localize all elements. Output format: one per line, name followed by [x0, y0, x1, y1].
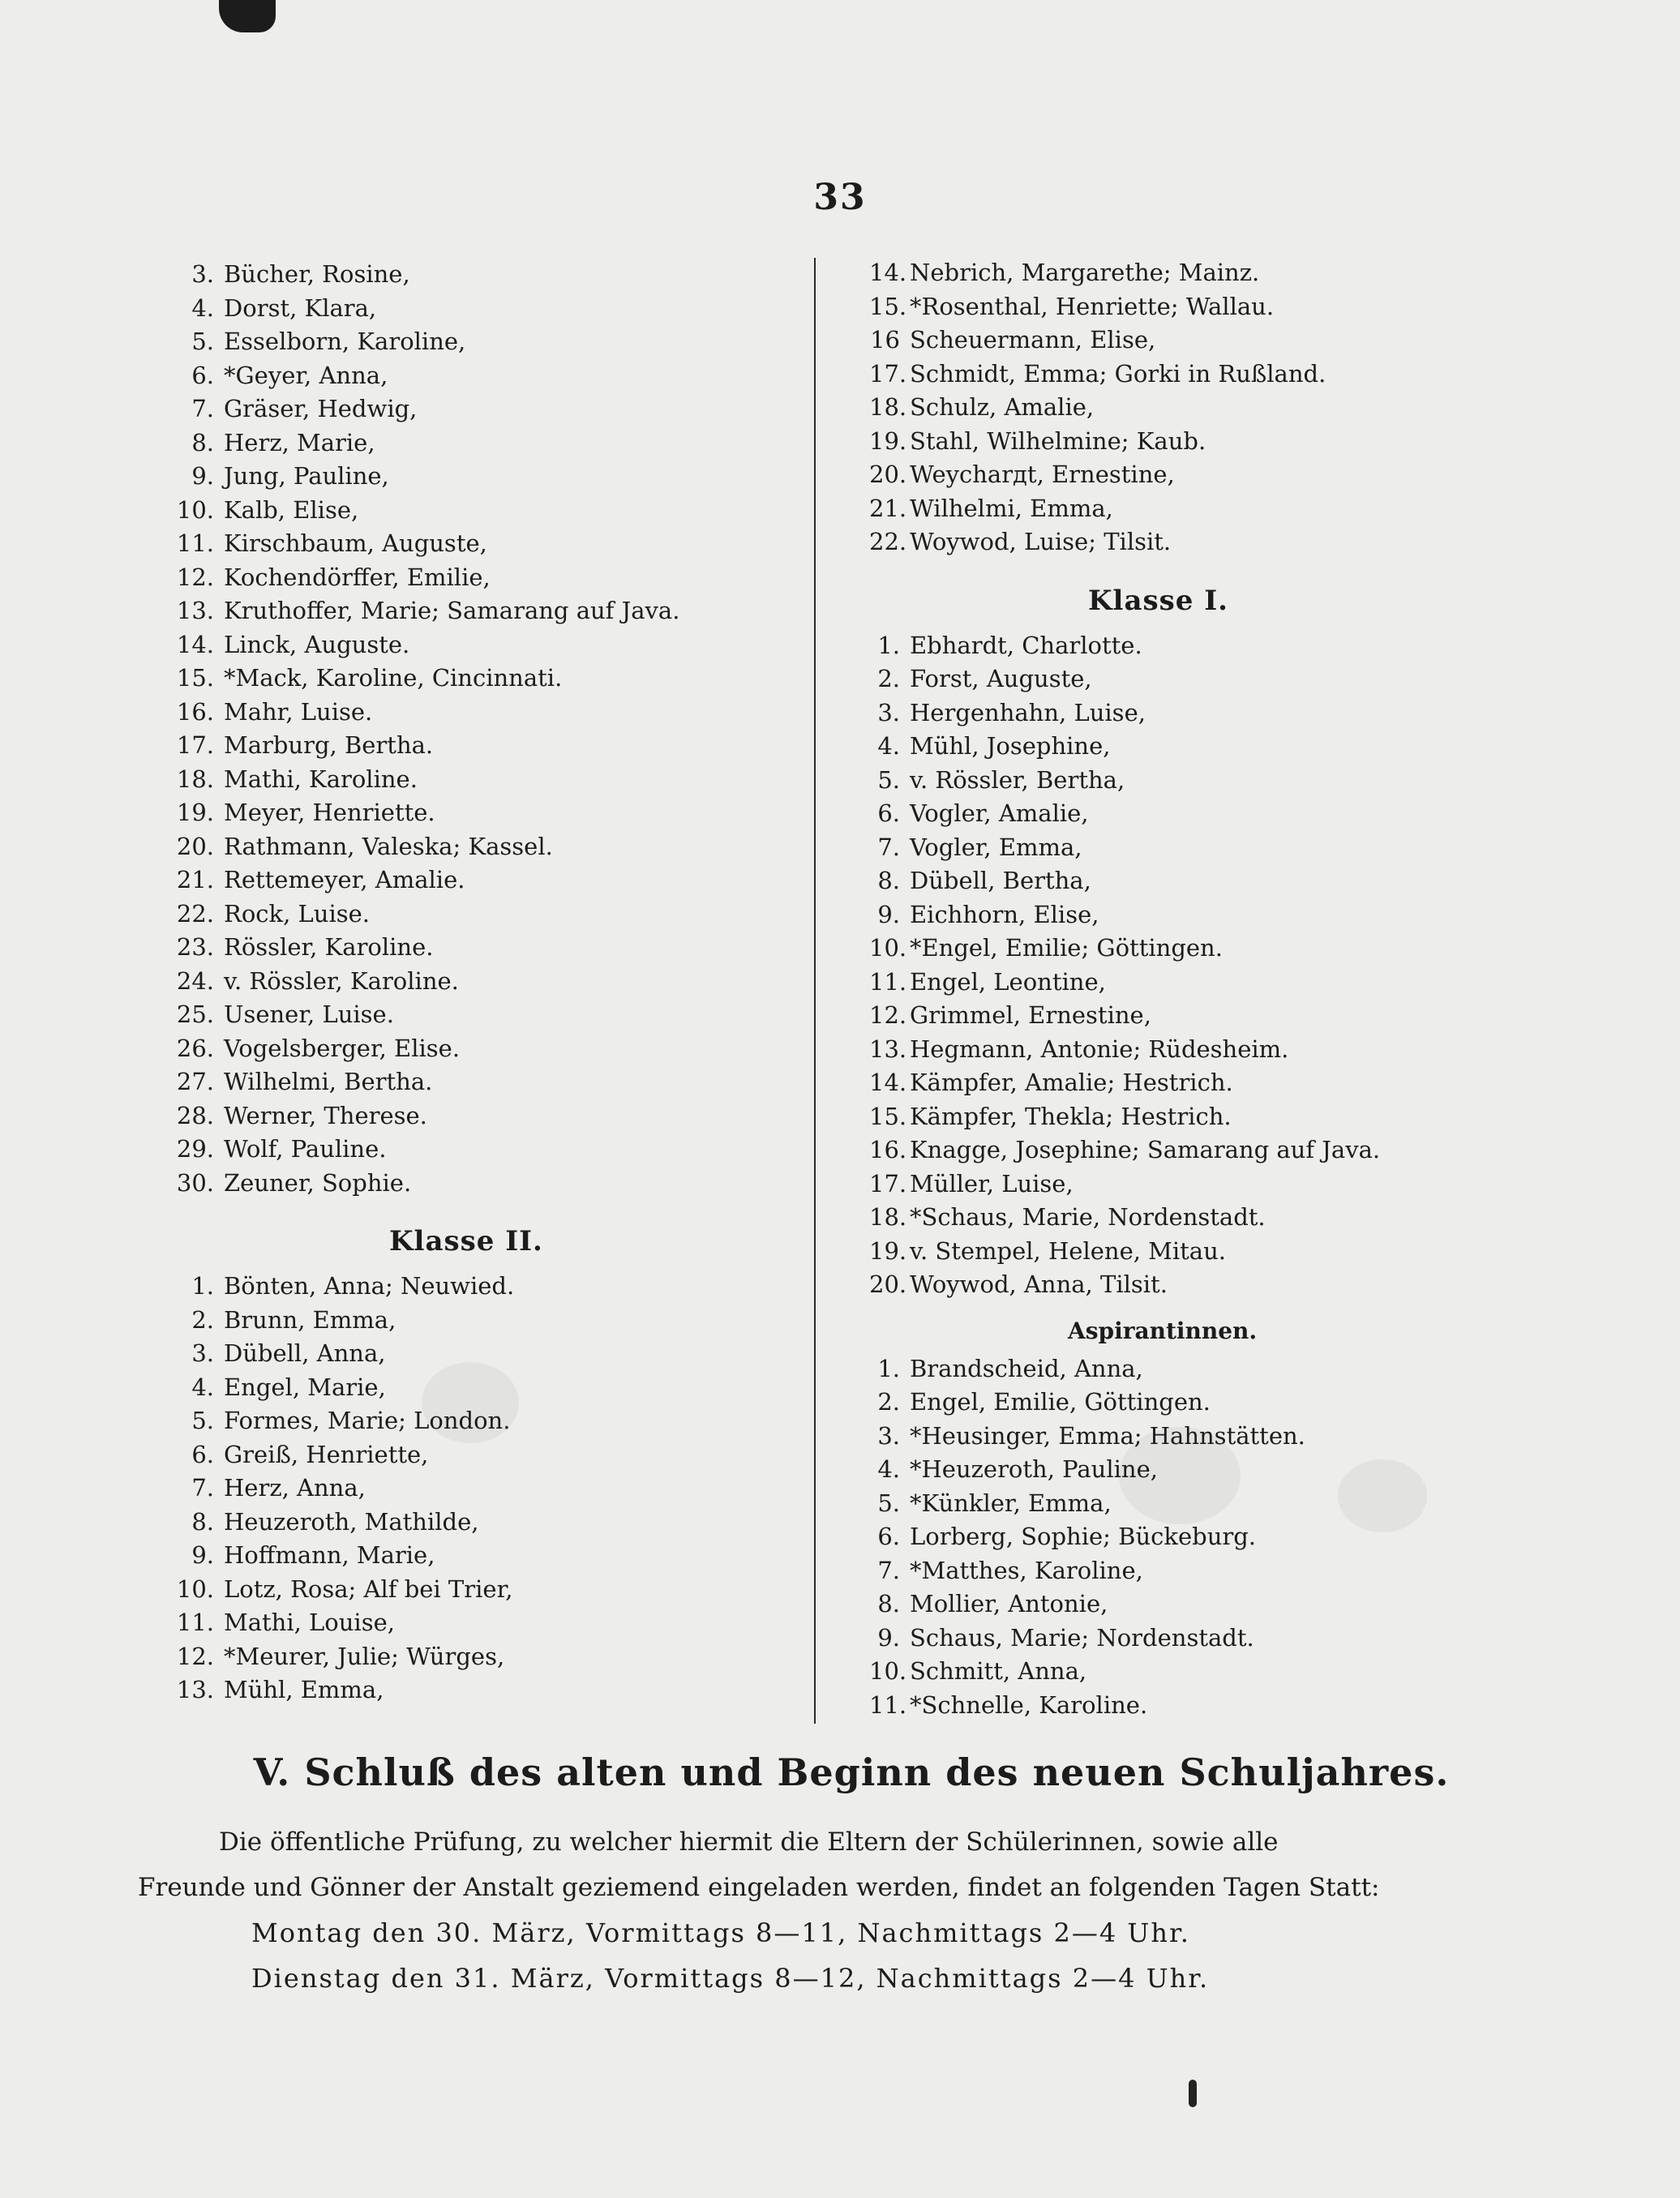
list-entry	[869, 425, 1518, 459]
entry-name: Kochendörffer, Emilie,	[224, 563, 491, 591]
entry-name: Mühl, Emma,	[224, 1676, 384, 1703]
list-entry	[170, 1270, 786, 1304]
aspirantinnen-heading: Aspirantinnen.	[1068, 1317, 1258, 1344]
entry-number: 6.	[877, 799, 900, 827]
entry-name: Dübell, Bertha,	[910, 867, 1091, 894]
entry-name: Wilhelmi, Bertha.	[224, 1068, 433, 1095]
klasse-2-list	[170, 1270, 786, 1707]
entry-number: 14.	[869, 259, 907, 286]
list-entry	[869, 1033, 1518, 1067]
entry-name: Rettemeyer, Amalie.	[224, 866, 465, 893]
paragraph-line-2: Freunde und Gönner der Anstalt geziemend eingeladen werden, findet an folgenden Tagen Statt:	[138, 1873, 1380, 1902]
entry-number: 1.	[877, 631, 900, 659]
entry-name: Wolf, Pauline.	[224, 1135, 387, 1163]
list-entry	[869, 629, 1518, 663]
entry-name: Stahl, Wilhelmine; Kaub.	[910, 426, 1206, 455]
list-entry	[170, 796, 786, 830]
schedule-tuesday: Dienstag den 31. März, Vormittags 8—12, Nachmittags 2—4 Uhr.	[251, 1963, 1210, 1994]
list-entry	[170, 1099, 786, 1133]
section-v	[138, 1743, 1565, 2001]
entry-number: 16	[870, 326, 900, 353]
entry-number: 2.	[877, 1388, 900, 1416]
entry-number: 17.	[176, 731, 214, 759]
entry-number: 14.	[869, 1069, 907, 1096]
list-entry	[869, 1420, 1518, 1454]
entry-name: *Rosenthal, Henriette; Wallau.	[910, 292, 1275, 320]
entry-number: 23.	[176, 933, 214, 961]
schedule-monday: Montag den 30. März, Vormittags 8—11, Nachmittags 2—4 Uhr.	[251, 1917, 1190, 1948]
entry-number: 7.	[877, 1556, 900, 1584]
list-entry	[869, 358, 1518, 392]
list-entry	[869, 1622, 1518, 1656]
entry-number: 22.	[869, 528, 907, 555]
entry-name: Herz, Marie,	[224, 428, 375, 456]
list-entry	[869, 966, 1518, 1000]
entry-number: 3.	[191, 260, 214, 288]
entry-name: Kalb, Elise,	[224, 495, 359, 524]
entry-name: Hegmann, Antonie; Rüdesheim.	[910, 1035, 1289, 1063]
entry-name: Engel, Marie,	[224, 1373, 386, 1401]
entry-number: 17.	[869, 1169, 907, 1198]
entry-name: *Schnelle, Karoline.	[910, 1690, 1148, 1719]
entry-name: Rössler, Karoline.	[224, 933, 434, 961]
entry-number: 4.	[191, 293, 214, 322]
entry-name: Kruthoffer, Marie; Samarang auf Java.	[224, 597, 680, 624]
entry-name: Knagge, Josephine; Samarang auf Java.	[910, 1136, 1381, 1163]
list-entry	[170, 1539, 786, 1573]
entry-name: Rathmann, Valeska; Kassel.	[224, 832, 553, 860]
entry-number: 4.	[877, 1455, 900, 1483]
entry-name: *Heuzeroth, Pauline,	[910, 1455, 1158, 1483]
list-entry	[170, 1673, 786, 1707]
list-entry	[170, 1506, 786, 1540]
entry-name: Hoffmann, Marie,	[224, 1541, 435, 1569]
list-entry	[869, 864, 1518, 898]
entry-number: 8.	[877, 867, 900, 894]
list-entry	[170, 1032, 786, 1066]
entry-name: *Engel, Emilie; Göttingen.	[910, 934, 1223, 962]
list-entry	[869, 1487, 1518, 1521]
list-entry	[869, 999, 1518, 1033]
entry-name: Mathi, Karoline.	[224, 765, 418, 793]
entry-number: 10.	[176, 1575, 214, 1603]
list-entry	[170, 392, 786, 426]
list-entry	[869, 256, 1518, 290]
list-entry	[869, 1386, 1518, 1420]
entry-number: 8.	[877, 1590, 900, 1617]
entry-number: 7.	[191, 1474, 214, 1502]
list-entry	[170, 1304, 786, 1338]
entry-name: Mahr, Luise.	[224, 697, 373, 726]
entry-name: Meyer, Henriette.	[224, 799, 435, 826]
entry-number: 5.	[191, 1407, 214, 1434]
list-entry	[869, 932, 1518, 966]
entry-name: Bücher, Rosine,	[224, 260, 410, 288]
list-entry	[170, 729, 786, 763]
entry-name: Vogelsberger, Elise.	[224, 1034, 461, 1062]
entry-number: 9.	[877, 900, 900, 928]
list-entry	[170, 696, 786, 730]
entry-name: Forst, Auguste,	[910, 665, 1092, 692]
entry-name: Heuzeroth, Mathilde,	[224, 1507, 479, 1536]
entry-number: 18.	[176, 765, 214, 793]
entry-name: Hergenhahn, Luise,	[910, 698, 1146, 726]
list-entry	[170, 494, 786, 528]
entry-name: Wilhelmi, Emma,	[910, 494, 1113, 522]
list-entry	[869, 764, 1518, 798]
entry-number: 16.	[869, 1136, 907, 1163]
entry-number: 3.	[877, 1421, 900, 1450]
entry-number: 16.	[176, 697, 214, 726]
entry-name: Vogler, Amalie,	[910, 799, 1089, 827]
right-column	[869, 256, 1518, 1722]
left-column	[170, 258, 786, 1707]
list-entry	[170, 931, 786, 965]
entry-number: 24.	[176, 966, 214, 995]
list-entry	[869, 1201, 1518, 1235]
entry-number: 10.	[869, 934, 907, 962]
list-entry	[170, 965, 786, 999]
list-entry	[869, 1235, 1518, 1269]
entry-number: 19.	[869, 1236, 907, 1265]
list-entry	[170, 359, 786, 393]
entry-name: Werner, Therese.	[224, 1101, 427, 1129]
entry-name: Jung, Pauline,	[224, 462, 389, 490]
entry-name: Schaus, Marie; Nordenstadt.	[910, 1623, 1254, 1652]
entry-name: Lotz, Rosa; Alf bei Trier,	[224, 1575, 513, 1603]
entry-number: 11.	[176, 1609, 214, 1636]
section-v-paragraph	[138, 1819, 1565, 2001]
entry-name: Linck, Auguste.	[224, 630, 410, 658]
entry-name: Schmitt, Anna,	[910, 1657, 1087, 1685]
entry-name: *Matthes, Karoline,	[910, 1556, 1143, 1584]
list-entry	[869, 1268, 1518, 1302]
entry-number: 5.	[877, 765, 900, 794]
list-entry	[869, 1587, 1518, 1622]
list-entry	[869, 1066, 1518, 1100]
entry-number: 2.	[877, 665, 900, 692]
list-entry	[869, 1168, 1518, 1202]
list-entry	[170, 662, 786, 696]
entry-number: 3.	[191, 1339, 214, 1367]
entry-name: Lorberg, Sophie; Bückeburg.	[910, 1523, 1257, 1550]
entry-number: 20.	[869, 1270, 907, 1298]
entry-number: 21.	[869, 494, 907, 522]
entry-name: Herz, Anna,	[224, 1474, 366, 1502]
entry-name: *Mack, Karoline, Cincinnati.	[224, 664, 563, 692]
list-entry	[869, 1133, 1518, 1168]
entry-name: Rock, Luise.	[224, 899, 371, 928]
entry-number: 19.	[869, 426, 907, 455]
entry-name: Engel, Emilie, Göttingen.	[910, 1388, 1211, 1416]
entry-number: 21.	[176, 866, 214, 893]
list-entry	[170, 763, 786, 797]
entry-name: Esselborn, Karoline,	[224, 328, 466, 355]
entry-number: 4.	[877, 732, 900, 760]
entry-number: 6.	[191, 1440, 214, 1468]
list-entry	[869, 290, 1518, 324]
entry-number: 11.	[869, 1690, 907, 1719]
list-entry	[869, 492, 1518, 526]
entry-name: Mathi, Louise,	[224, 1609, 395, 1636]
entry-number: 18.	[869, 393, 907, 421]
entry-number: 12.	[176, 1642, 214, 1670]
entry-name: Bönten, Anna; Neuwied.	[224, 1272, 515, 1300]
entry-number: 5.	[191, 328, 214, 355]
entry-number: 9.	[191, 462, 214, 490]
list-entry	[869, 525, 1518, 559]
entry-number: 2.	[191, 1305, 214, 1334]
entry-name: Woywod, Luise; Tilsit.	[910, 528, 1172, 555]
list-entry	[869, 323, 1518, 358]
entry-number: 26.	[176, 1034, 214, 1062]
entry-number: 10.	[176, 495, 214, 524]
entry-number: 6.	[191, 361, 214, 389]
list-entry	[170, 1065, 786, 1099]
list-entry	[170, 1640, 786, 1674]
list-entry	[869, 1689, 1518, 1723]
entry-number: 27.	[176, 1068, 214, 1095]
list-entry	[170, 628, 786, 662]
list-entry	[869, 831, 1518, 865]
list-entry	[869, 662, 1518, 696]
entry-name: Marburg, Bertha.	[224, 731, 434, 759]
list-entry	[170, 460, 786, 494]
entry-name: Greiß, Henriette,	[224, 1440, 429, 1468]
entry-name: Vogler, Emma,	[910, 833, 1082, 861]
entry-number: 4.	[191, 1373, 214, 1401]
entry-name: Ebhardt, Charlotte.	[910, 631, 1142, 659]
entry-number: 1.	[191, 1272, 214, 1300]
entry-number: 18.	[869, 1203, 907, 1231]
entry-number: 17.	[869, 359, 907, 388]
entry-number: 8.	[191, 1507, 214, 1536]
list-entry	[170, 1472, 786, 1506]
entry-name: Gräser, Hedwig,	[224, 395, 418, 422]
entry-name: Nebrich, Margarethe; Mainz.	[910, 259, 1260, 286]
ink-mark	[1189, 2080, 1197, 2107]
entry-name: v. Stempel, Helene, Mitau.	[910, 1236, 1226, 1265]
entry-name: Weycharдt, Ernestine,	[910, 461, 1175, 488]
klasse-2-heading: Klasse II.	[389, 1225, 543, 1258]
list-entry	[170, 898, 786, 932]
entry-number: 22.	[176, 899, 214, 928]
entry-number: 9.	[877, 1623, 900, 1652]
entry-name: Engel, Leontine,	[910, 967, 1106, 996]
section-v-title: V. Schluß des alten und Beginn des neuen Schuljahres.	[253, 1750, 1450, 1794]
entry-name: *Geyer, Anna,	[224, 361, 388, 389]
entry-number: 19.	[176, 799, 214, 826]
entry-name: v. Rössler, Bertha,	[910, 765, 1125, 794]
list-entry	[170, 863, 786, 898]
entry-name: Dorst, Klara,	[224, 293, 377, 322]
entry-number: 29.	[176, 1135, 214, 1163]
list-entry	[869, 458, 1518, 492]
entry-number: 13.	[176, 1676, 214, 1703]
entry-name: Mühl, Josephine,	[910, 732, 1111, 760]
entry-name: Eichhorn, Elise,	[910, 900, 1099, 928]
list-entry	[170, 830, 786, 864]
entry-number: 12.	[176, 563, 214, 591]
entry-number: 3.	[877, 698, 900, 726]
entry-number: 15.	[176, 664, 214, 692]
entry-name: Dübell, Anna,	[224, 1339, 386, 1367]
entry-name: Brandscheid, Anna,	[910, 1354, 1143, 1382]
entry-name: Zeuner, Sophie.	[224, 1168, 412, 1197]
entry-number: 15.	[869, 292, 907, 320]
entry-name: Woywod, Anna, Tilsit.	[910, 1270, 1168, 1298]
list-entry	[869, 898, 1518, 932]
entry-name: *Künkler, Emma,	[910, 1489, 1112, 1517]
list-entry	[869, 797, 1518, 831]
entry-name: Müller, Luise,	[910, 1169, 1074, 1198]
list-entry	[170, 527, 786, 561]
klasse-1-list	[869, 629, 1518, 1302]
paragraph-line-1: Die öffentliche Prüfung, zu welcher hiermit die Eltern der Schülerinnen, sowie alle	[219, 1827, 1279, 1857]
column-divider	[814, 258, 816, 1724]
entry-name: Mollier, Antonie,	[910, 1590, 1108, 1617]
torn-corner-mark	[219, 0, 276, 32]
entry-name: *Meurer, Julie; Würges,	[224, 1642, 505, 1670]
entry-number: 6.	[877, 1523, 900, 1550]
list-entry	[170, 1573, 786, 1607]
list-entry	[869, 1520, 1518, 1554]
entry-number: 1.	[877, 1354, 900, 1382]
list-entry	[869, 730, 1518, 764]
entry-number: 20.	[869, 461, 907, 488]
entry-number: 25.	[176, 1000, 214, 1028]
list-entry	[869, 1655, 1518, 1689]
list-entry	[170, 1606, 786, 1640]
entry-name: *Schaus, Marie, Nordenstadt.	[910, 1203, 1266, 1231]
entry-number: 13.	[176, 597, 214, 624]
entry-name: Brunn, Emma,	[224, 1305, 396, 1334]
entry-number: 9.	[191, 1541, 214, 1569]
entry-number: 11.	[176, 529, 214, 557]
entry-number: 13.	[869, 1035, 907, 1063]
list-entry	[869, 1100, 1518, 1134]
list-entry	[869, 1554, 1518, 1588]
entry-name: Schulz, Amalie,	[910, 393, 1095, 421]
entry-number: 28.	[176, 1101, 214, 1129]
entry-number: 12.	[869, 1001, 907, 1029]
list-entry	[170, 594, 786, 628]
entry-name: Formes, Marie; London.	[224, 1407, 511, 1434]
page-number: 33	[813, 177, 867, 218]
entry-name: Scheuermann, Elise,	[910, 326, 1156, 353]
entry-name: Grimmel, Ernestine,	[910, 1001, 1151, 1029]
entry-number: 14.	[176, 630, 214, 658]
entry-number: 5.	[877, 1489, 900, 1517]
entry-number: 8.	[191, 428, 214, 456]
list-entry	[170, 258, 786, 292]
entry-number: 11.	[869, 967, 907, 996]
list-entry	[869, 391, 1518, 425]
list-entry	[869, 1453, 1518, 1487]
list-entry	[170, 1438, 786, 1472]
list-entry	[170, 1337, 786, 1371]
list-entry	[170, 292, 786, 326]
entry-name: Kirschbaum, Auguste,	[224, 529, 487, 557]
list-entry	[170, 1404, 786, 1438]
list-entry	[170, 1371, 786, 1405]
entry-name: Schmidt, Emma; Gorki in Rußland.	[910, 359, 1326, 388]
list-entry	[170, 426, 786, 461]
entry-number: 30.	[176, 1168, 214, 1197]
aspirantinnen-list	[869, 1352, 1518, 1723]
entry-name: v. Rössler, Karoline.	[224, 966, 459, 995]
list-entry	[170, 1133, 786, 1167]
klasse-1-heading: Klasse I.	[1088, 584, 1228, 617]
left-continued-list	[170, 258, 786, 1200]
entry-number: 10.	[869, 1657, 907, 1685]
list-entry	[170, 998, 786, 1032]
right-continued-list	[869, 256, 1518, 559]
entry-name: *Heusinger, Emma; Hahnstätten.	[910, 1421, 1305, 1450]
entry-name: Usener, Luise.	[224, 1000, 394, 1028]
entry-number: 15.	[869, 1102, 907, 1130]
entry-name: Kämpfer, Thekla; Hestrich.	[910, 1102, 1232, 1130]
entry-number: 20.	[176, 832, 214, 860]
list-entry	[170, 561, 786, 595]
entry-number: 7.	[877, 833, 900, 861]
list-entry	[869, 696, 1518, 731]
list-entry	[869, 1352, 1518, 1386]
entry-name: Kämpfer, Amalie; Hestrich.	[910, 1069, 1233, 1096]
list-entry	[170, 1167, 786, 1201]
list-entry	[170, 325, 786, 359]
entry-number: 7.	[191, 395, 214, 422]
